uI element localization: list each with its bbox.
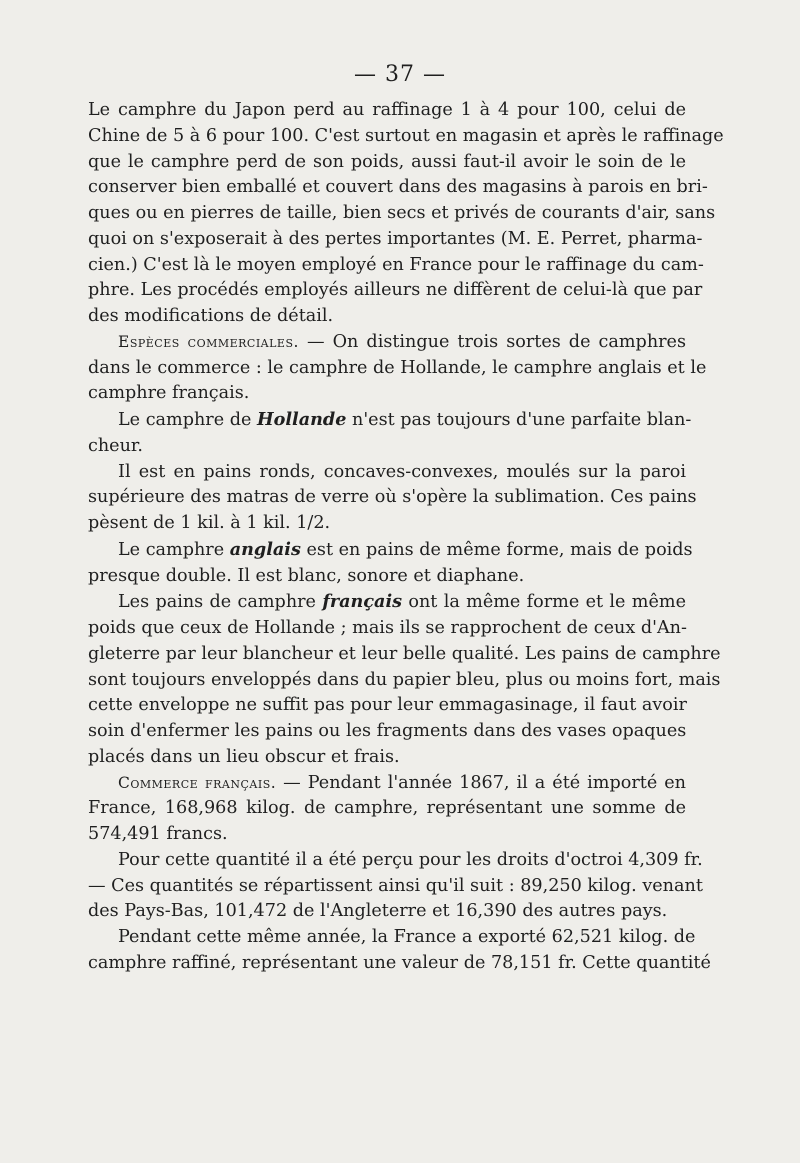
text-line <box>88 719 686 745</box>
text-line <box>88 693 686 719</box>
line-text: camphre français. <box>88 383 250 404</box>
emphasis-text: anglais <box>229 538 301 560</box>
line-text: Les pains de camphre <box>118 592 323 613</box>
text-line <box>88 460 686 486</box>
line-text: Pour cette quantité il a été perçu pour les droits d'octroi 4,309 fr. <box>118 849 703 870</box>
line-text: gleterre par leur blancheur et leur belle qualité. Les pains de camphre <box>88 643 721 664</box>
line-text: France, 168,968 kilog. de camphre, représentant une somme de <box>88 798 686 819</box>
line-text: — Pendant l'année 1867, il a été importé en <box>276 772 686 793</box>
line-text: des Pays-Bas, 101,472 de l'Angleterre et 16,390 des autres pays. <box>88 901 668 922</box>
text-line <box>88 150 686 176</box>
line-text: ques ou en pierres de taille, bien secs et privés de courants d'air, sans <box>88 203 716 223</box>
text-line <box>88 616 686 642</box>
line-text-after: ont la même forme et le même <box>402 592 686 613</box>
line-text-after: n'est pas toujours d'une parfaite blan- <box>346 410 692 430</box>
line-text: Chine de 5 à 6 pour 100. C'est surtout en magasin et après le raffinage <box>88 125 724 146</box>
line-text-after: est en pains de même forme, mais de poids <box>300 539 693 560</box>
text-line <box>88 511 686 537</box>
text-line <box>88 642 721 668</box>
text-line <box>88 848 703 874</box>
line-text: placés dans un lieu obscur et frais. <box>88 746 400 767</box>
line-text: Le camphre <box>118 539 230 560</box>
line-text: poids que ceux de Hollande ; mais ils se rapprochent de ceux d'An- <box>88 618 687 638</box>
line-text: quoi on s'exposerait à des pertes importantes (M. E. Perret, pharma- <box>88 228 703 249</box>
line-text: soin d'enfermer les pains ou les fragments dans des vases opaques <box>88 721 687 741</box>
text-line <box>88 899 686 925</box>
line-text: que le camphre perd de son poids, aussi faut-il avoir le soin de le <box>88 151 686 172</box>
line-text: cette enveloppe ne suffit pas pour leur emmagasinage, il faut avoir <box>88 695 687 716</box>
text-line <box>88 771 686 797</box>
text-line <box>88 925 696 951</box>
line-text: Le camphre de <box>118 410 257 430</box>
line-text: Le camphre du Japon perd au raffinage 1 à 4 pour 100, celui de <box>88 100 686 120</box>
text-line <box>88 564 686 590</box>
emphasis-text: français <box>322 591 403 613</box>
line-text: pèsent de 1 kil. à 1 kil. 1/2. <box>88 513 331 533</box>
line-text: dans le commerce : le camphre de Hollande, le camphre anglais et le <box>88 357 707 378</box>
line-text: camphre raffiné, représentant une valeur de 78,151 fr. Cette quantité <box>88 952 711 973</box>
line-text: 574,491 francs. <box>88 824 228 844</box>
text-line <box>88 227 703 253</box>
text-line <box>88 175 708 201</box>
text-line <box>88 98 686 124</box>
line-text: — Ces quantités se répartissent ainsi qu'il suit : 89,250 kilog. venant <box>88 875 703 896</box>
text-line <box>88 485 697 511</box>
text-line <box>88 124 724 150</box>
text-line <box>88 951 711 977</box>
line-text: presque double. Il est blanc, sonore et diaphane. <box>88 565 525 586</box>
text-line <box>88 356 707 382</box>
section-heading: Espèces commerciales. <box>118 332 299 351</box>
text-line <box>88 278 703 304</box>
line-text: supérieure des matras de verre où s'opère la sublimation. Ces pains <box>88 487 697 508</box>
text-line <box>88 668 721 694</box>
section-heading: Commerce français. <box>118 773 277 792</box>
line-text: sont toujours enveloppés dans du papier bleu, plus ou moins fort, mais <box>88 669 721 690</box>
line-text: Il est en pains ronds, concaves-convexes, moulés sur la paroi <box>118 461 686 482</box>
page-number: — 37 — <box>354 62 446 87</box>
text-line <box>88 434 686 460</box>
text-line <box>88 330 686 356</box>
text-line <box>88 745 686 771</box>
text-line <box>88 874 703 900</box>
line-text: Pendant cette même année, la France a exporté 62,521 kilog. de <box>118 927 696 947</box>
emphasis-text: Hollande <box>257 409 347 430</box>
line-text: phre. Les procédés employés ailleurs ne diffèrent de celui-là que par <box>88 280 703 301</box>
text-line <box>88 796 686 822</box>
text-line <box>88 407 692 434</box>
line-text: — On distingue trois sortes de camphres <box>298 331 687 352</box>
line-text: cheur. <box>88 435 143 456</box>
text-line <box>88 381 686 407</box>
line-text: des modifications de détail. <box>88 306 334 326</box>
text-line <box>88 201 716 227</box>
text-line <box>88 589 686 616</box>
text-line <box>88 537 693 564</box>
text-line <box>88 253 704 279</box>
line-text: cien.) C'est là le moyen employé en France pour le raffinage du cam- <box>88 254 704 275</box>
line-text: conserver bien emballé et couvert dans des magasins à parois en bri- <box>88 177 708 198</box>
text-line <box>88 822 686 848</box>
text-line <box>88 304 686 330</box>
body-text <box>88 98 724 977</box>
